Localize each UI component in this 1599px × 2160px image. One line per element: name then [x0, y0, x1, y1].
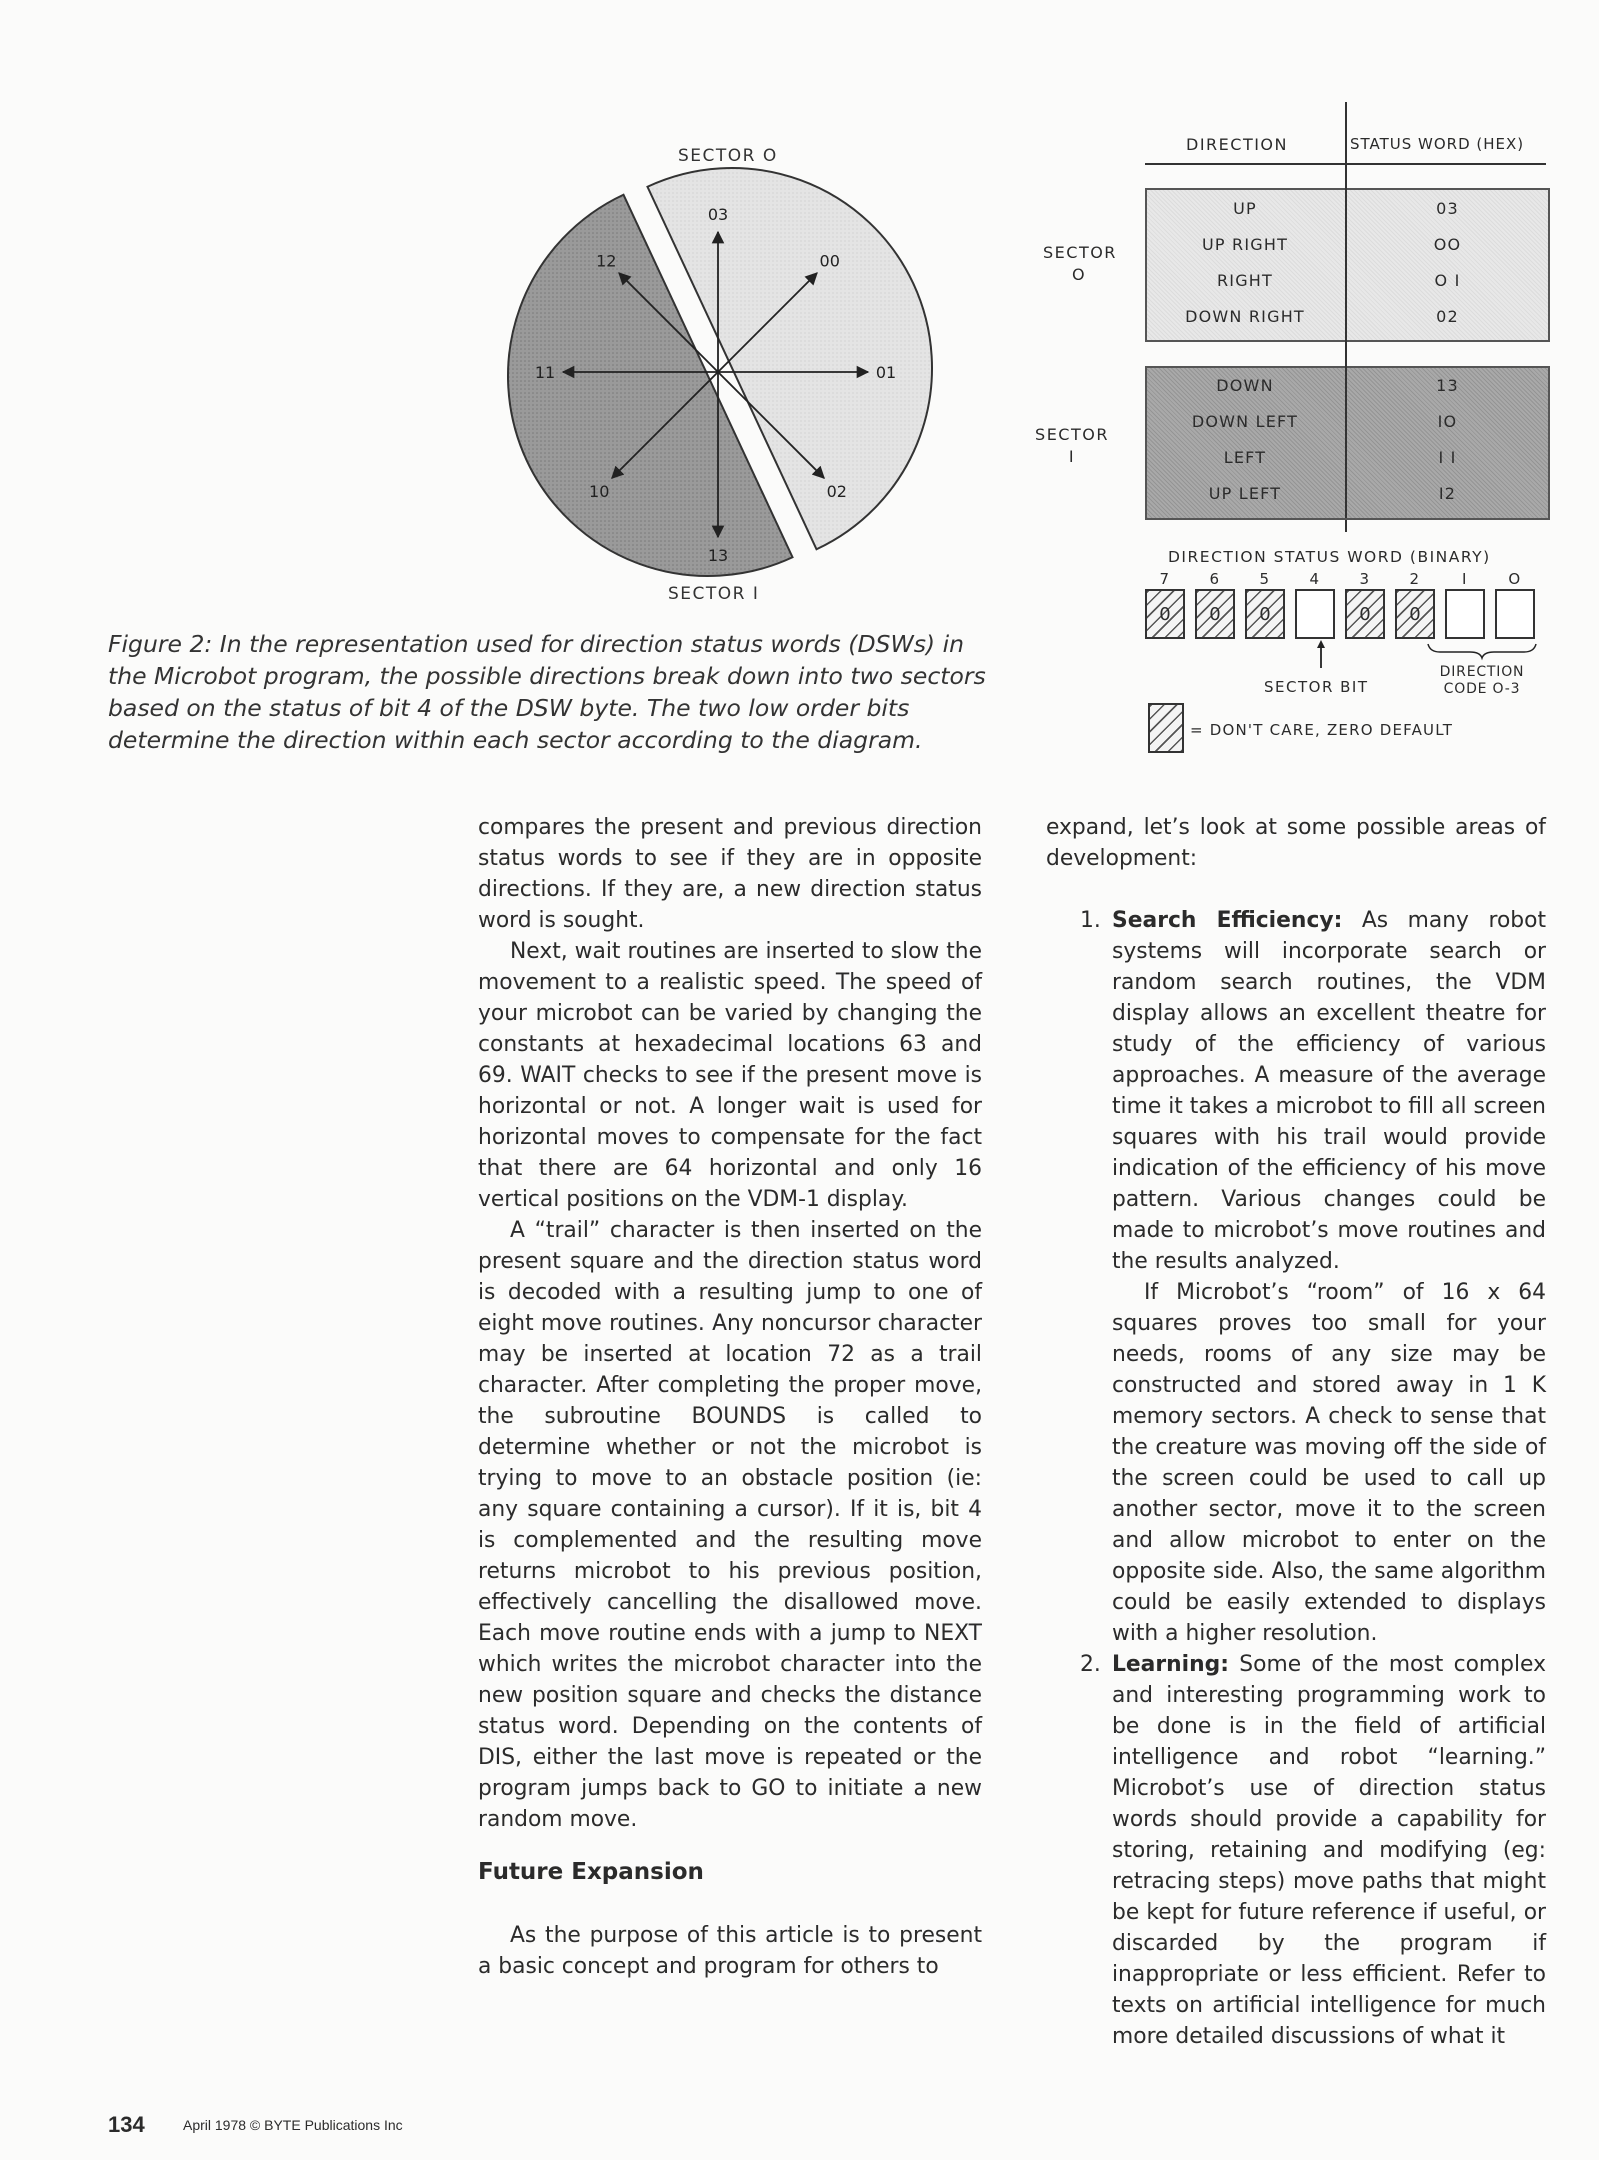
- list-item-search-efficiency: [1046, 905, 1546, 1649]
- bit-number-3: 3: [1359, 570, 1371, 588]
- label-up-right: 00: [819, 251, 840, 271]
- table-box-divider: [1345, 188, 1347, 518]
- column-left: [478, 812, 982, 1982]
- bit-cell-I: [1445, 589, 1485, 639]
- label-down: 13: [707, 546, 729, 565]
- bit-cell-3: 0: [1345, 589, 1385, 639]
- direction-pie-diagram: [500, 140, 970, 580]
- binary-title: DIRECTION STATUS WORD (BINARY): [1168, 548, 1491, 566]
- label-down-left: 10: [589, 481, 610, 501]
- item1-text: As many robot systems will incorporate search or random search routines, the VDM display allows an excellent theatre for study of the efficiency of various approaches. A measure of the average time it takes a microbot to fill all screen squares with his trail would provide indication of the efficiency of his move pattern. Various changes could be made to microbot’s move routines and the results analyzed.: [1112, 908, 1546, 1274]
- item1-paragraph-2: If Microbot’s “room” of 16 x 64 squares proves too small for your needs, rooms of any size may be constructed and stored away in 1 K memory sectors. A check to sense that the creature was moving off the side of the screen could be used to call up another sector, move it to the screen and allow microbot to enter on the opposite side. Also, the same algorithm could be easily extended to displays with a higher resolution.: [1112, 1280, 1546, 1646]
- label-right: 01: [875, 363, 897, 382]
- sector0-direction-2: RIGHT: [1216, 271, 1274, 290]
- label-left: 11: [534, 363, 556, 382]
- sector1-hex-1: IO: [1437, 412, 1458, 431]
- sector1-hex-0: 13: [1436, 376, 1459, 395]
- bit-number-I: I: [1462, 570, 1468, 588]
- sector1-direction-2: LEFT: [1223, 448, 1267, 467]
- table-header-rule: [1145, 163, 1546, 165]
- dont-care-legend-swatch: [1148, 703, 1184, 753]
- col1-paragraph-2: Next, wait routines are inserted to slow the movement to a realistic speed. The speed of your microbot can be varied by changing the constants at hexadecimal locations 63 and 69. WAIT checks to see if the present move is horizontal or not. A longer wait is used for horizontal moves to compensate for the fact that there are 64 horizontal and only 16 vertical positions on the VDM-1 display.: [478, 939, 982, 1212]
- direction-code-label: [1420, 664, 1544, 698]
- sector1-label-line1: SECTOR: [1035, 425, 1109, 444]
- table-sector0-label: [1043, 242, 1115, 286]
- sector1-label-line2: I: [1068, 447, 1076, 466]
- sector0-hex-0: 03: [1436, 199, 1459, 218]
- column-right: [1046, 812, 1546, 2052]
- sector1-direction-1: DOWN LEFT: [1191, 412, 1299, 431]
- bit-cell-6: 0: [1195, 589, 1235, 639]
- direction-code-line2: CODE O-3: [1443, 681, 1521, 697]
- figure-caption: Figure 2: In the representation used for direction status words (DSWs) in the Microbot program, the possible directions break down into two sectors based on the status of bit 4 of the DSW byte. The two low order bits determine the direction within each sector according to the diagram.: [108, 630, 986, 754]
- label-up: 03: [707, 205, 729, 224]
- sector1-direction-3: UP LEFT: [1208, 484, 1282, 503]
- page-number: 134: [108, 2112, 145, 2137]
- list-number-1: 1.: [1080, 908, 1101, 933]
- col1-paragraph-1: compares the present and previous direction status words to see if they are in opposite directions. If they are, a new direction status word is sought.: [478, 815, 982, 933]
- bit-cell-2: 0: [1395, 589, 1435, 639]
- list-item-learning: [1046, 1649, 1546, 2052]
- bit-number-7: 7: [1159, 570, 1171, 588]
- col1-paragraph-4: As the purpose of this article is to present a basic concept and program for others to: [478, 1923, 982, 1979]
- col-header-status: STATUS WORD (HEX): [1350, 135, 1525, 153]
- dont-care-legend: = DON'T CARE, ZERO DEFAULT: [1190, 721, 1454, 739]
- sector0-hex-2: O I: [1434, 271, 1461, 290]
- col-header-direction: DIRECTION: [1186, 135, 1288, 154]
- sector1-hex-2: I I: [1438, 448, 1457, 467]
- bit-number-4: 4: [1309, 570, 1321, 588]
- sector-bit-label: SECTOR BIT: [1264, 678, 1369, 696]
- table-sector1-label: [1030, 424, 1114, 468]
- bit-cell-O: [1495, 589, 1535, 639]
- bit-cell-5: 0: [1245, 589, 1285, 639]
- sector-bit-arrowhead: [1317, 640, 1325, 648]
- sector0-label-line2: O: [1071, 265, 1087, 284]
- sector0-hex-3: 02: [1436, 307, 1459, 326]
- item1-title: Search Efficiency:: [1112, 908, 1343, 933]
- footer-publication: April 1978 © BYTE Publications Inc: [183, 2117, 403, 2133]
- bit-number-5: 5: [1259, 570, 1271, 588]
- pie-sector1-title: SECTOR I: [668, 584, 760, 604]
- list-number-2: 2.: [1080, 1652, 1101, 1677]
- bit-cell-4: [1295, 589, 1335, 639]
- col1-paragraph-3: A “trail” character is then inserted on the present square and the direction status word is decoded with a resulting jump to one of eight move routines. Any noncursor character may be inserted at location 72 as a trail character. After completing the proper move, the subroutine BOUNDS is called to determine whether or not the microbot is trying to move to an obstacle position (ie: any square containing a cursor). If it is, bit 4 is complemented and the resulting move returns microbot to his previous position, effectively cancelling the disallowed move. Each move routine ends with a jump to NEXT which writes the microbot character into the new position square and checks the distance status word. Depending on the contents of DIS, either the last move is repeated or the program jumps back to GO to initiate a new random move.: [478, 1218, 982, 1832]
- bit-number-O: O: [1508, 570, 1522, 588]
- sector0-hex-1: OO: [1433, 235, 1462, 254]
- bit-number-2: 2: [1409, 570, 1421, 588]
- sector0-direction-0: UP: [1233, 199, 1257, 218]
- sector1-hex-3: I2: [1438, 484, 1457, 503]
- pie-sector0-title: SECTOR O: [678, 146, 778, 166]
- direction-brace: [1428, 644, 1536, 658]
- sector0-label-line1: SECTOR: [1043, 243, 1117, 262]
- section-heading-future-expansion: Future Expansion: [478, 1859, 704, 1885]
- bit-number-6: 6: [1209, 570, 1221, 588]
- label-down-right: 02: [826, 481, 847, 501]
- label-up-left: 12: [596, 251, 617, 271]
- bit-cell-7: 0: [1145, 589, 1185, 639]
- sector0-direction-3: DOWN RIGHT: [1185, 307, 1305, 326]
- sector1-direction-0: DOWN: [1216, 376, 1274, 395]
- item2-title: Learning:: [1112, 1652, 1229, 1677]
- direction-code-line1: DIRECTION: [1439, 664, 1525, 680]
- item2-text: Some of the most complex and interesting programming work to be done is in the field of artificial intelligence and robot “learning.” Microbot’s use of direction status words should provide a capability for storing, retaining and modifying (eg: retracing steps) move paths that might be kept for future reference if useful, or discarded by the program if inappropriate or less efficient. Refer to texts on artificial intelligence for much more detailed discussions of what it: [1112, 1652, 1546, 2049]
- col2-paragraph-1: expand, let’s look at some possible areas of development:: [1046, 815, 1546, 871]
- sector0-direction-1: UP RIGHT: [1201, 235, 1289, 254]
